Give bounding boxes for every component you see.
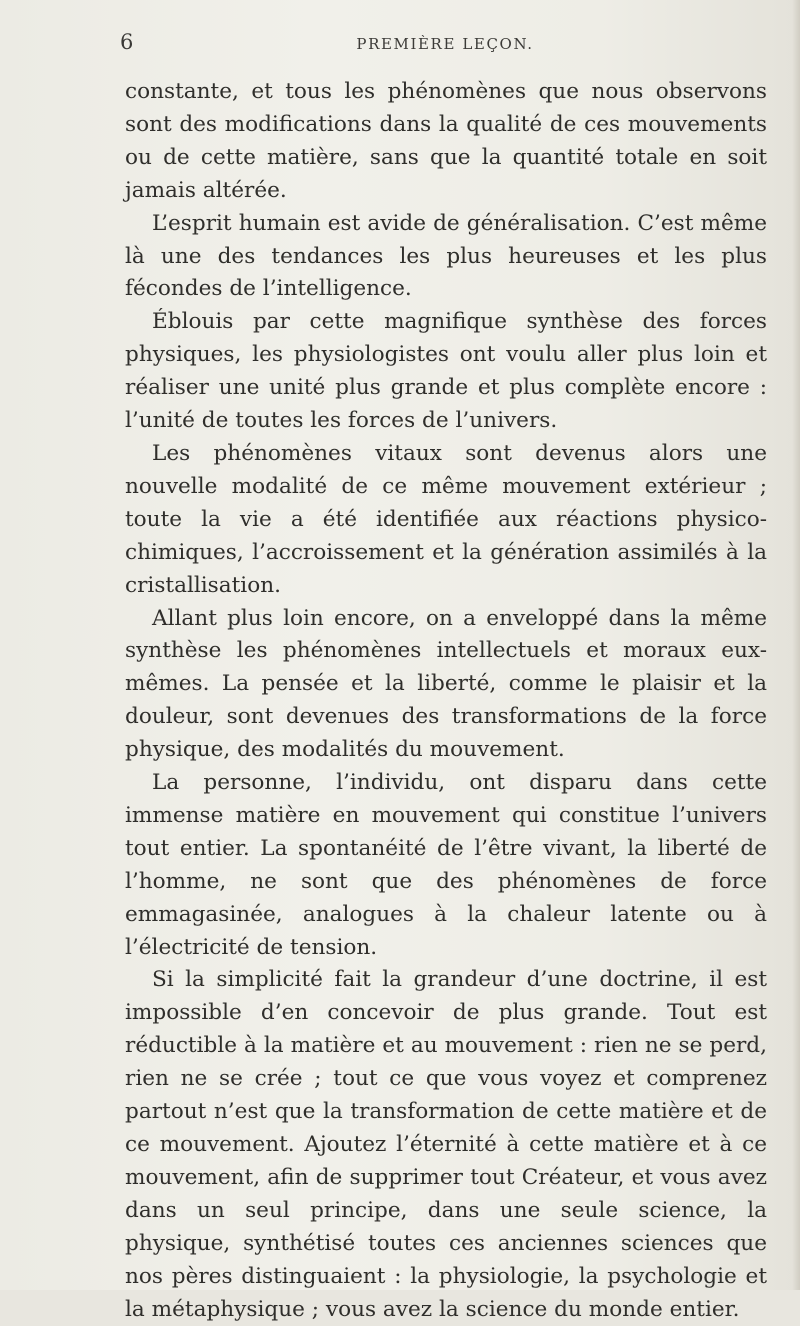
paragraph: L’esprit humain est avide de généralisation. C’est même là une des tendances les plus heureuses et les plus fécondes de l’intelligence. <box>125 210 767 302</box>
paragraph-continuation: constante, et tous les phénomènes que nous observons sont des modifications dans la qualité de ces mouvements ou de cette matière, sans que la quantité totale en soit jamais altérée. <box>125 79 767 203</box>
paragraph: Éblouis par cette magnifique synthèse des forces physiques, les physiologistes ont voulu aller plus loin et réaliser une unité plus grande et plus complète encore : l’unité de toutes les forces de l’univers. <box>125 309 767 434</box>
paragraph: Les phénomènes vitaux sont devenus alors une nouvelle modalité de ce même mouvement extérieur ; toute la vie a été identifiée aux réactions physico-chimiques, l’accroissement et la génération assimilés à la cristallisation. <box>125 440 767 598</box>
running-title: PREMIÈRE LEÇON. <box>356 35 534 53</box>
page-edge-shadow <box>792 0 800 1290</box>
paragraph: La personne, l’individu, ont disparu dans cette immense matière en mouvement qui constitue l’univers tout entier. La spontanéité de l’être vivant, la liberté de l’homme, ne sont que des phénomènes de force emmagasinée, analogues à la chaleur latente ou à l’électricité de tension. <box>125 770 767 960</box>
paragraph: Si la simplicité fait la grandeur d’une doctrine, il est impossible d’en concevoir de plus grande. Tout est réductible à la matière et au mouvement : rien ne se perd, rien ne se crée ; tout ce que vous voyez et comprenez partout n’est que la transformation de cette matière et de ce mouvement. Ajoutez l’éternité à cette matière et à ce mouvement, afin de supprimer tout Créateur, et vous avez dans un seul principe, dans une seule science, la physique, synthétisé toutes ces anciennes sciences que nos pères distinguaient : la physiologie, la psychologie et la métaphysique ; vous avez la science du monde entier. <box>125 967 767 1322</box>
running-head <box>120 30 770 62</box>
page-number: 6 <box>120 30 134 54</box>
body-text <box>125 76 767 1326</box>
paragraph: Allant plus loin encore, on a enveloppé dans la même synthèse les phénomènes intellectuels et moraux eux-mêmes. La pensée et la liberté, comme le plaisir et la douleur, sont devenues des transformations de la force physique, des modalités du mouvement. <box>125 605 767 763</box>
